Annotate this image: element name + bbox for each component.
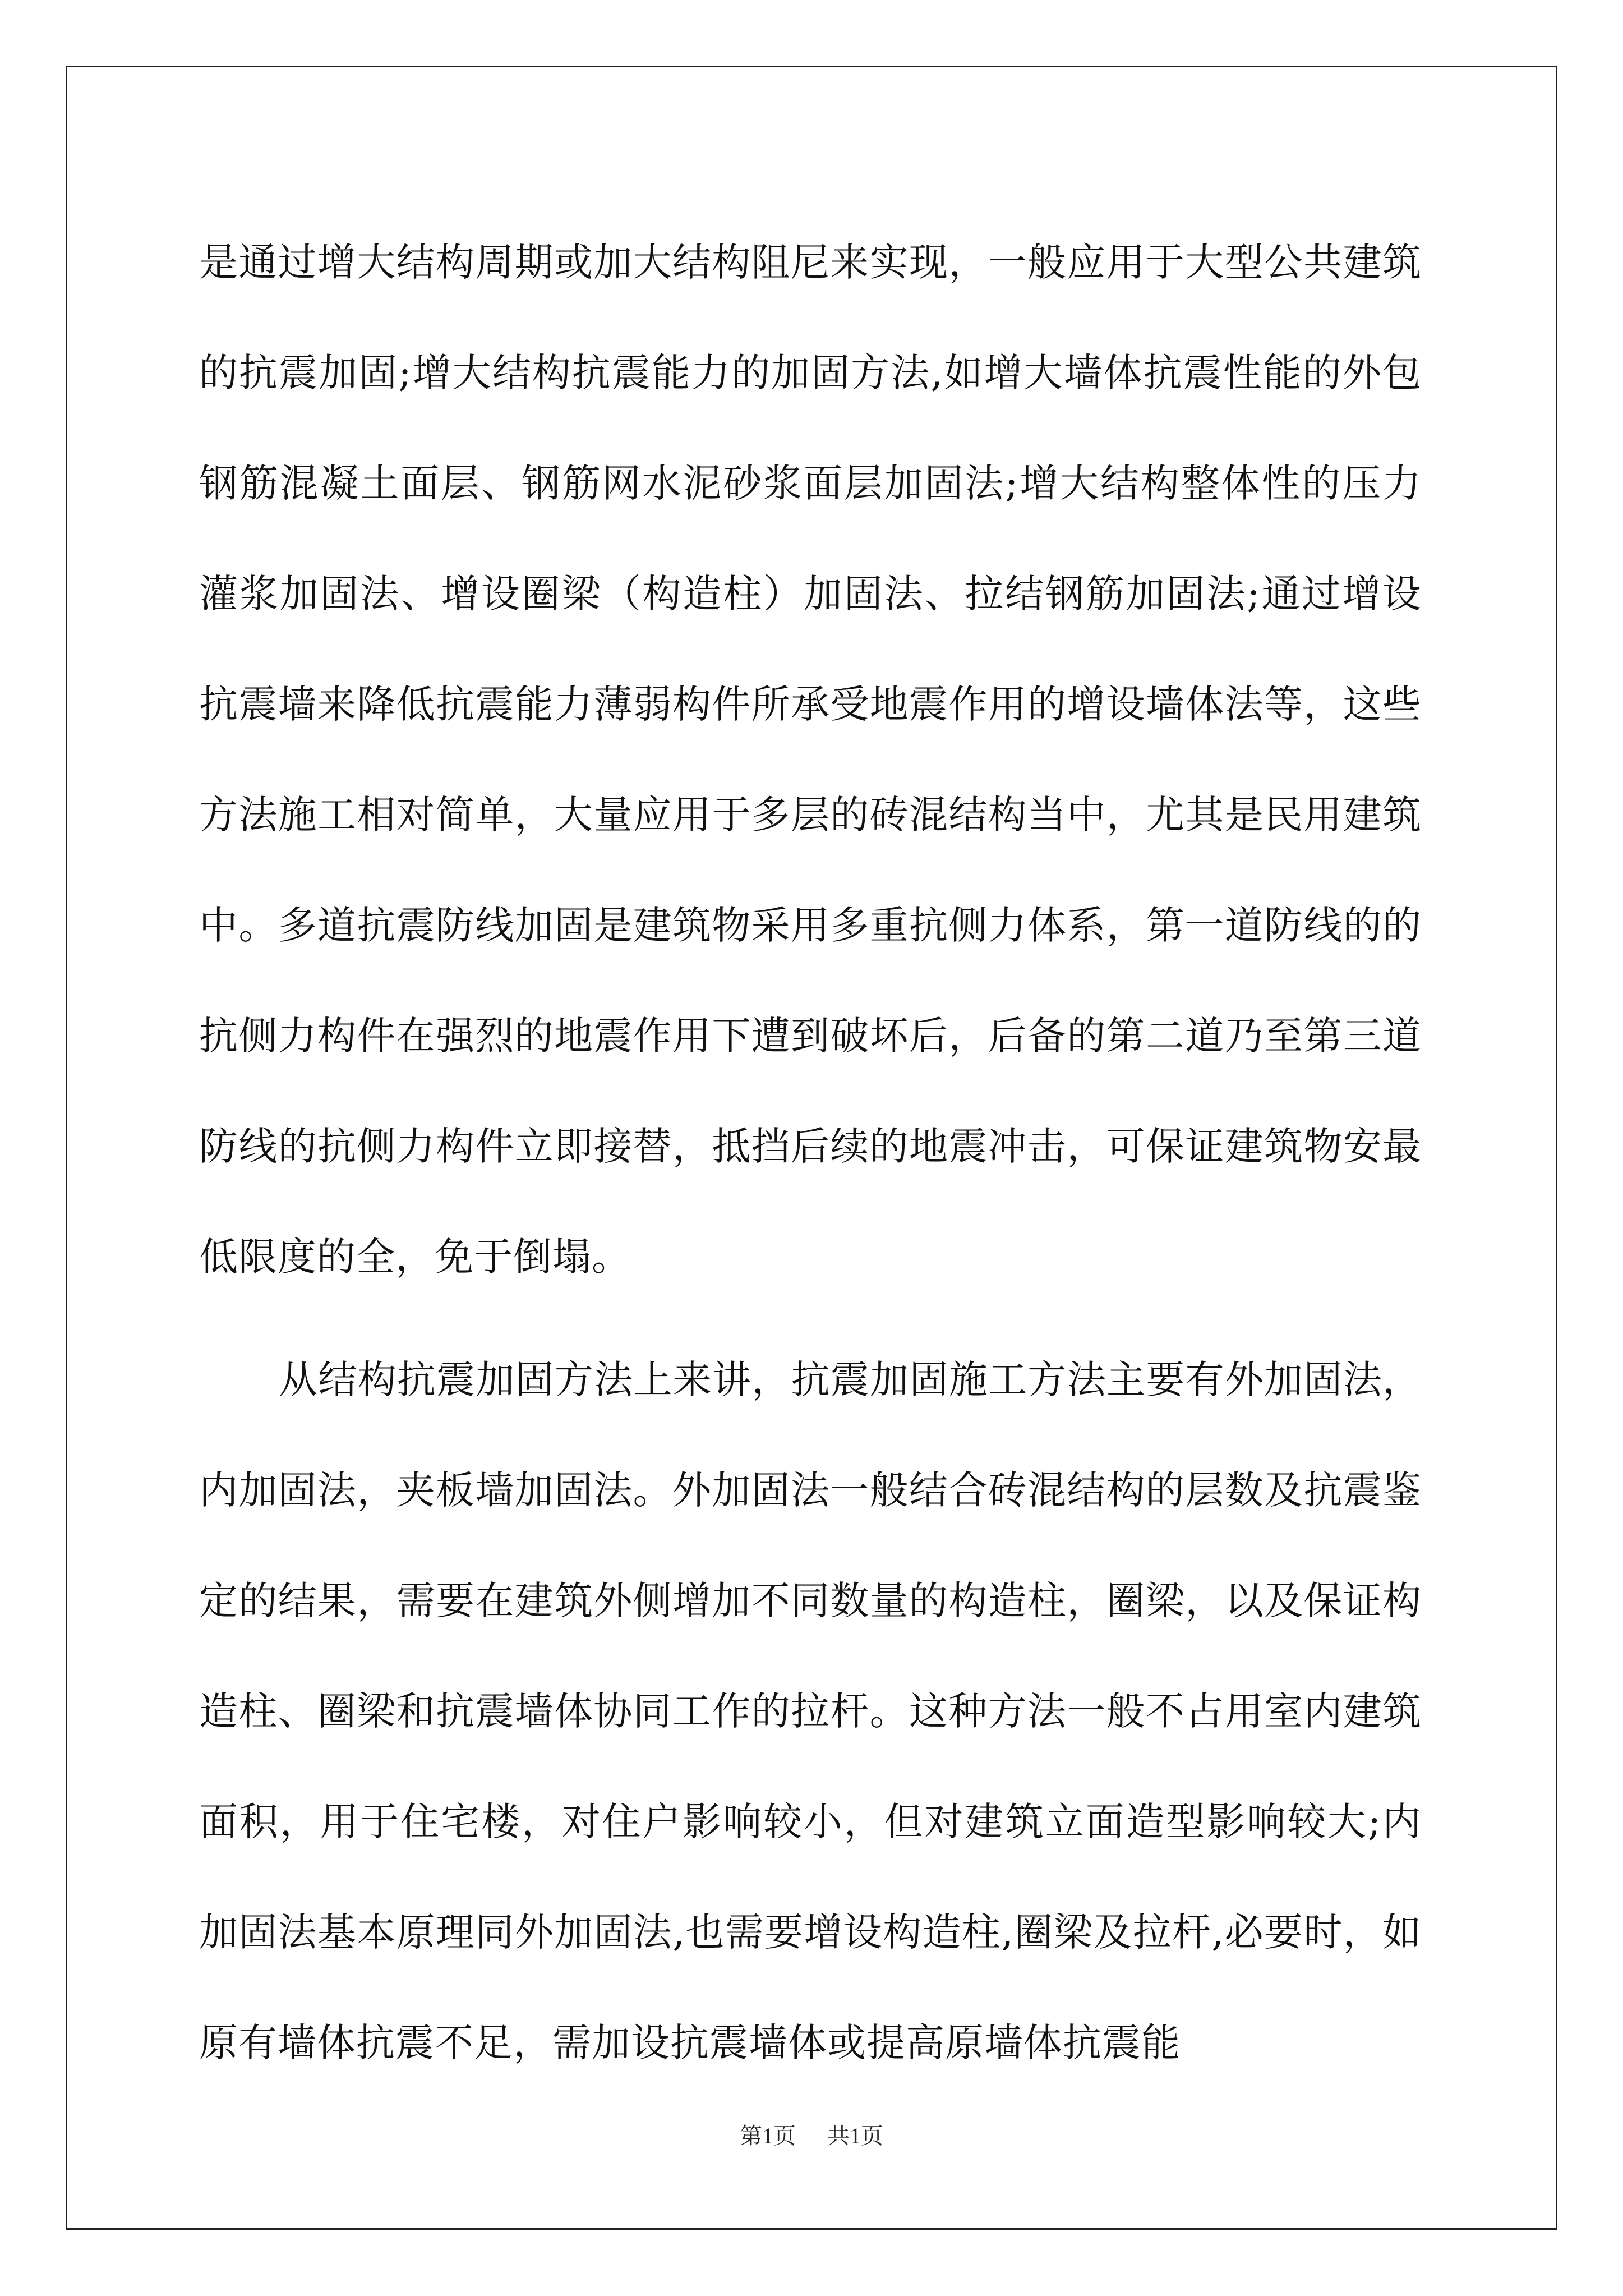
paragraph-2: 从结构抗震加固方法上来讲，抗震加固施工方法主要有外加固法，内加固法，夹板墙加固法。外加固法一般结合砖混结构的层数及抗震鉴定的结果，需要在建筑外侧增加不同数量的构造柱，圈梁，以及保证构造柱、圈梁和抗震墙体协同工作的拉杆。这种方法一般不占用室内建筑面积，用于住宅楼，对住户影响较小，但对建筑立面造型影响较大;内加固法基本原理同外加固法,也需要增设构造柱,圈梁及拉杆,必要时，如原有墙体抗震不足，需加设抗震墙体或提高原墙体抗震能	[199, 1358, 1422, 2065]
page-footer	[0, 2120, 1623, 2152]
paragraph-1: 是通过增大结构周期或加大结构阻尼来实现，一般应用于大型公共建筑的抗震加固;增大结构抗震能力的加固方法,如增大墙体抗震性能的外包钢筋混凝土面层、钢筋网水泥砂浆面层加固法;增大结构整体性的压力灌浆加固法、增设圈梁（构造柱）加固法、拉结钢筋加固法;通过增设抗震墙来降低抗震能力薄弱构件所承受地震作用的增设墙体法等，这些方法施工相对简单，大量应用于多层的砖混结构当中，尤其是民用建筑中。多道抗震防线加固是建筑物采用多重抗侧力体系，第一道防线的的抗侧力构件在强烈的地震作用下遭到破坏后，后备的第二道乃至第三道防线的抗侧力构件立即接替，抵挡后续的地震冲击，可保证建筑物安最低限度的全，免于倒塌。	[199, 240, 1422, 1280]
document-body	[199, 208, 1422, 2099]
total-pages: 共1页	[827, 2123, 883, 2148]
page-number: 第1页	[740, 2123, 796, 2148]
